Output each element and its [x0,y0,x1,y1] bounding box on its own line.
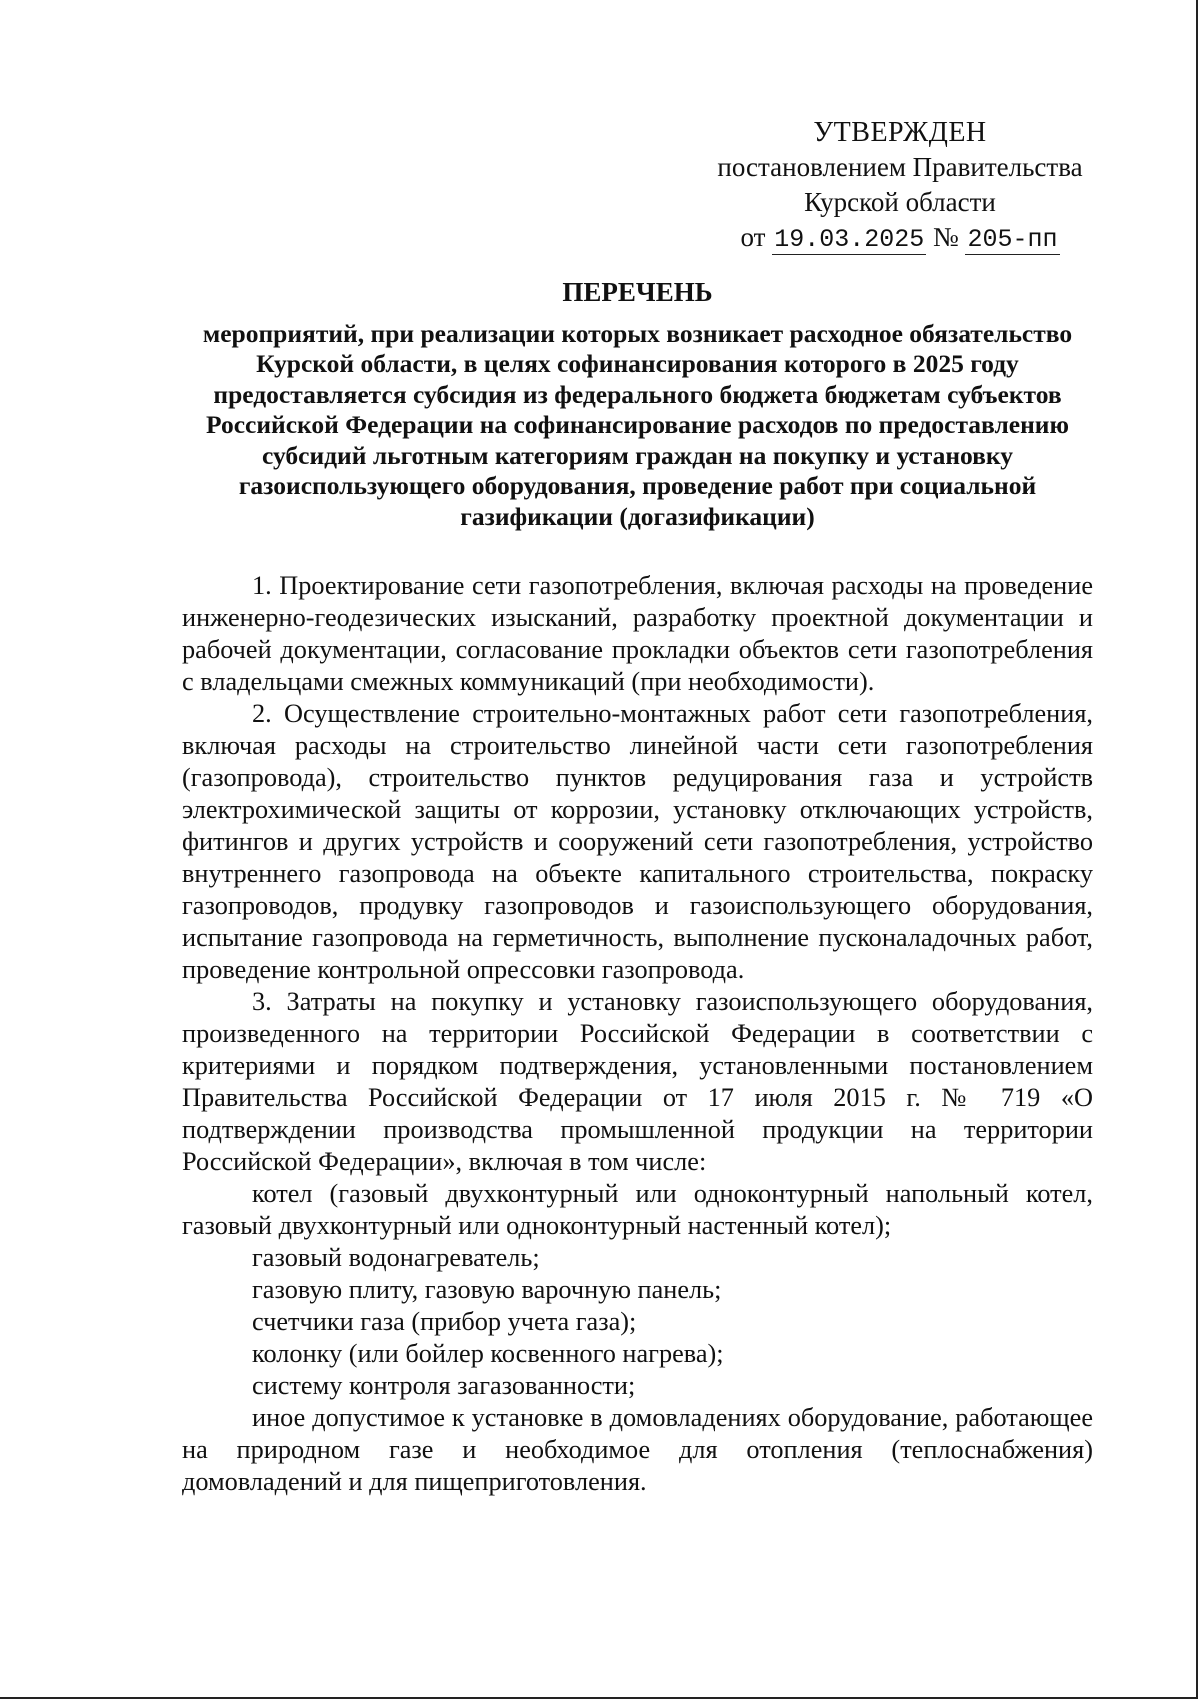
approval-heading: УТВЕРЖДЕН [813,117,987,148]
equipment-item: колонку (или бойлер косвенного нагрева); [252,1339,724,1368]
document-subtitle: мероприятий, при реализации которых возникает расходное обязательство Курской области, в целях софинансирования которого в 2025 году предоставляется субсидия из федерального бюджета бюджетам субъектов Российской Федерации на софинансирование расходов по предоставлению субсидий льготным категориям граждан на покупку и установку газоиспользующего оборудования, проведение работ при социальной газификации (догазификации) [202,318,1073,531]
number-sign: № [932,222,959,252]
equipment-item: котел (газовый двухконтурный или одноконтурный напольный котел, газовый двухконтурный или одноконтурный настенный котел); [182,1179,1093,1240]
list-item: 2. Осуществление строительно-монтажных работ сети газопотребления, включая расходы на строительство линейной части сети газопотребления (газопровода), строительство пунктов редуцирования газа и устройств электрохимической защиты от коррозии, установку отключающих устройств, фитингов и других устройств и сооружений сети газопотребления, устройство внутреннего газопровода на объекте капитального строительства, покраску газопроводов, продувку газопроводов и газоиспользующего оборудования, испытание газопровода на герметичность, выполнение пусконаладочных работ, проведение контрольной опрессовки газопровода. [182,699,1093,984]
equipment-item: систему контроля загазованности; [252,1371,636,1400]
date-prefix: от [740,222,766,252]
approval-date: 19.03.2025 [774,225,925,254]
equipment-item: счетчики газа (прибор учета газа); [252,1307,637,1336]
approval-region: Курской области [804,187,996,217]
equipment-item: газовый водонагреватель; [252,1243,540,1272]
approval-date-line [680,220,1120,257]
approval-stamp [680,115,1120,257]
equipment-item: газовую плиту, газовую варочную панель; [252,1275,722,1304]
approval-authority: постановлением Правительства [717,152,1083,182]
equipment-item: иное допустимое к установке в домовладениях оборудование, работающее на природном газе и необходимое для отопления (теплоснабжения) домовладений и для пищеприготовления. [182,1403,1093,1496]
document-body [182,570,1093,1498]
document-title-block [175,277,1100,532]
list-item: 1. Проектирование сети газопотребления, включая расходы на проведение инженерно-геодезических изысканий, разработку проектной документации и рабочей документации, согласование прокладки объектов сети газопотребления с владельцами смежных коммуникаций (при необходимости). [182,571,1093,696]
list-item: 3. Затраты на покупку и установку газоиспользующего оборудования, произведенного на территории Российской Федерации в соответствии с критериями и порядком подтверждения, установленными постановлением Правительства Российской Федерации от 17 июля 2015 г. № 719 «О подтверждении производства промышленной продукции на территории Российской Федерации», включая в том числе: [182,987,1093,1176]
document-title: ПЕРЕЧЕНЬ [562,277,713,307]
approval-number: 205-пп [967,225,1058,254]
